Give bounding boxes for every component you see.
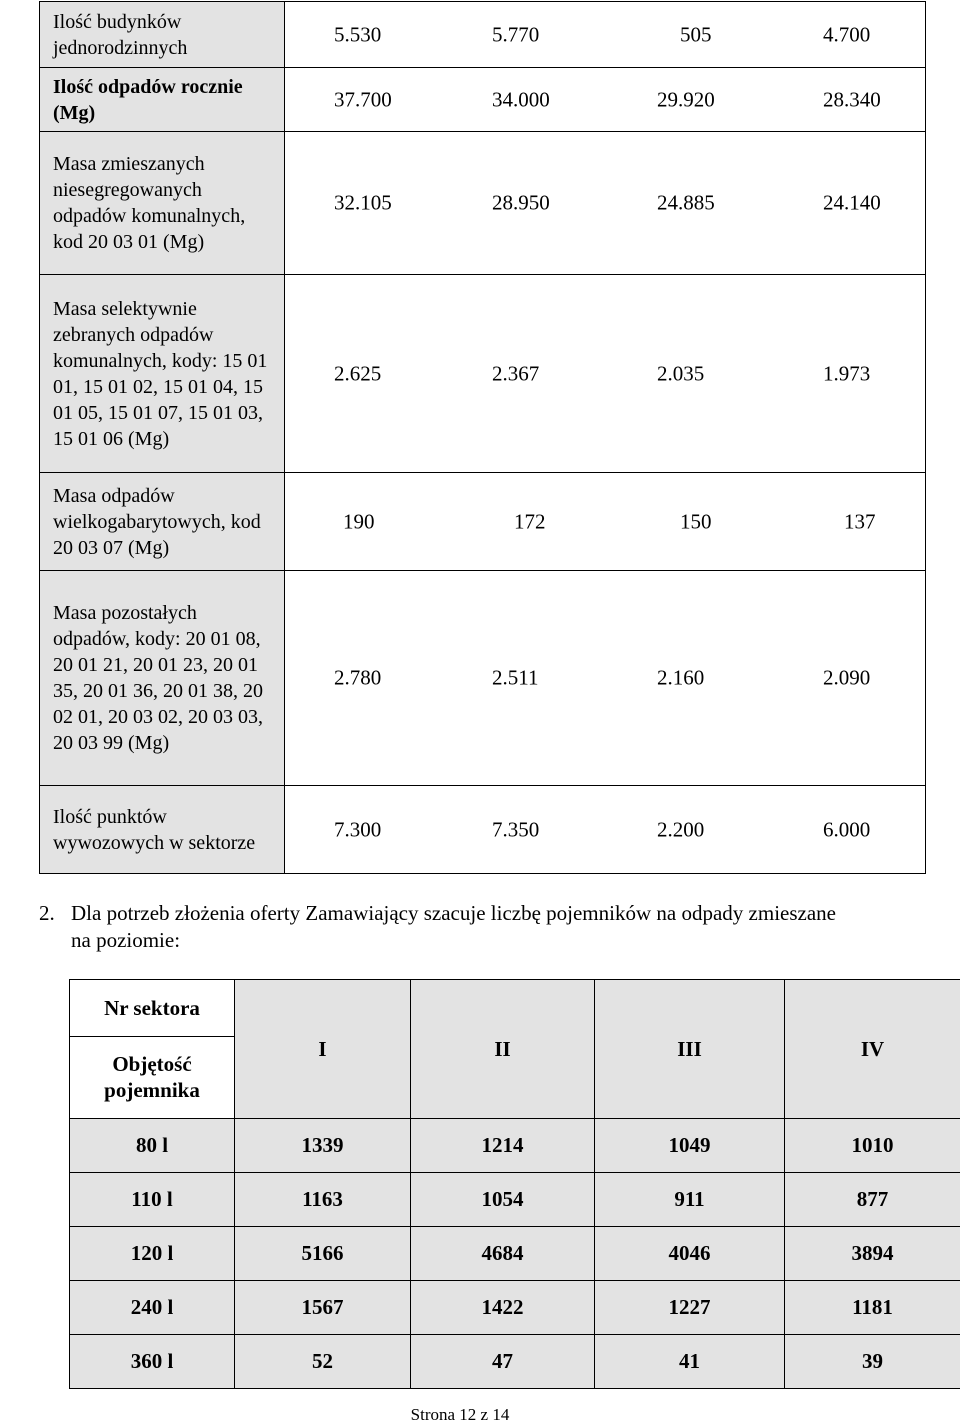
row-values (285, 786, 926, 874)
count-cell: 1227 (595, 1281, 785, 1335)
count-cell: 1049 (595, 1119, 785, 1173)
row-label: Masa odpadów wielkogabarytowych, kod 20 03 07 (Mg) (40, 473, 285, 571)
value-sector-1: 190 (343, 509, 375, 534)
volume-header-line-1: Objętość (112, 1052, 191, 1076)
count-cell: 1339 (235, 1119, 411, 1173)
count-cell: 1010 (785, 1119, 960, 1173)
page-number: Strona 12 z 14 (0, 1405, 920, 1425)
value-sector-4: 24.140 (823, 191, 881, 216)
sector-header: IV (785, 980, 960, 1119)
row-label: Ilość odpadów rocznie (Mg) (40, 68, 285, 132)
container-size: 360 l (70, 1335, 235, 1389)
value-sector-4: 1.973 (823, 361, 870, 386)
header-row (70, 980, 960, 1119)
sector-header: II (411, 980, 595, 1119)
value-sector-3: 2.200 (657, 817, 704, 842)
table-row (70, 1335, 960, 1389)
value-sector-1: 5.530 (334, 22, 381, 47)
row-values (285, 68, 926, 132)
sector-number-header: Nr sektora (70, 981, 234, 1037)
count-cell: 39 (785, 1335, 960, 1389)
container-size: 110 l (70, 1173, 235, 1227)
row-values (285, 2, 926, 68)
count-cell: 5166 (235, 1227, 411, 1281)
value-sector-4: 4.700 (823, 22, 870, 47)
sector-header: I (235, 980, 411, 1119)
container-size: 80 l (70, 1119, 235, 1173)
row-label: Masa selektywnie zebranych odpadów komunalnych, kody: 15 01 01, 15 01 02, 15 01 04, 15 01 05, 15 01 07, 15 01 03, 15 01 06 (Mg) (40, 275, 285, 473)
value-sector-3: 150 (680, 509, 712, 534)
value-sector-1: 37.700 (334, 87, 392, 112)
container-size: 120 l (70, 1227, 235, 1281)
value-sector-3: 505 (680, 22, 712, 47)
value-sector-2: 34.000 (492, 87, 550, 112)
value-sector-2: 7.350 (492, 817, 539, 842)
value-sector-3: 2.035 (657, 361, 704, 386)
value-sector-4: 137 (844, 509, 876, 534)
count-cell: 1163 (235, 1173, 411, 1227)
row-label: Ilość budynków jednorodzinnych (40, 2, 285, 68)
value-sector-3: 29.920 (657, 87, 715, 112)
row-values (285, 275, 926, 473)
value-sector-4: 6.000 (823, 817, 870, 842)
row-label: Masa zmieszanych niesegregowanych odpadów komunalnych, kod 20 03 01 (Mg) (40, 132, 285, 275)
paragraph-text-1: Dla potrzeb złożenia oferty Zamawiający szacuje liczbę pojemników na odpady zmieszane (71, 901, 836, 925)
count-cell: 1422 (411, 1281, 595, 1335)
count-cell: 1054 (411, 1173, 595, 1227)
value-sector-1: 32.105 (334, 191, 392, 216)
value-sector-4: 28.340 (823, 87, 881, 112)
count-cell: 3894 (785, 1227, 960, 1281)
count-cell: 41 (595, 1335, 785, 1389)
value-sector-1: 2.625 (334, 361, 381, 386)
table-row (40, 473, 926, 571)
value-sector-1: 7.300 (334, 817, 381, 842)
count-cell: 4684 (411, 1227, 595, 1281)
count-cell: 47 (411, 1335, 595, 1389)
value-sector-2: 5.770 (492, 22, 539, 47)
header-corner-cell (70, 980, 235, 1119)
volume-header-line-2: pojemnika (104, 1078, 200, 1102)
row-values (285, 132, 926, 275)
container-size: 240 l (70, 1281, 235, 1335)
row-label: Ilość punktów wywozowych w sektorze (40, 786, 285, 874)
value-sector-3: 24.885 (657, 191, 715, 216)
count-cell: 911 (595, 1173, 785, 1227)
table-row (70, 1281, 960, 1335)
value-sector-2: 2.367 (492, 361, 539, 386)
container-estimate-paragraph (39, 900, 929, 954)
table-row (70, 1119, 960, 1173)
value-sector-1: 2.780 (334, 666, 381, 691)
count-cell: 1214 (411, 1119, 595, 1173)
container-count-table (69, 979, 960, 1389)
paragraph-number: 2. (39, 900, 71, 927)
count-cell: 52 (235, 1335, 411, 1389)
table-row (40, 132, 926, 275)
table-row (40, 2, 926, 68)
value-sector-3: 2.160 (657, 666, 704, 691)
count-cell: 877 (785, 1173, 960, 1227)
count-cell: 1567 (235, 1281, 411, 1335)
sector-header: III (595, 980, 785, 1119)
table-row (40, 68, 926, 132)
container-volume-header (70, 1037, 234, 1117)
value-sector-2: 2.511 (492, 666, 538, 691)
paragraph-text-2: na poziomie: (39, 927, 929, 954)
paragraph-line-1 (39, 900, 929, 927)
value-sector-2: 172 (514, 509, 546, 534)
row-values (285, 571, 926, 786)
table-row (40, 786, 926, 874)
waste-statistics-table (39, 1, 926, 874)
table-row (70, 1173, 960, 1227)
value-sector-2: 28.950 (492, 191, 550, 216)
row-values (285, 473, 926, 571)
value-sector-4: 2.090 (823, 666, 870, 691)
count-cell: 4046 (595, 1227, 785, 1281)
count-cell: 1181 (785, 1281, 960, 1335)
table-row (40, 275, 926, 473)
table-row (70, 1227, 960, 1281)
table-row (40, 571, 926, 786)
row-label: Masa pozostałych odpadów, kody: 20 01 08, 20 01 21, 20 01 23, 20 01 35, 20 01 36, 20 01 38, 20 02 01, 20 03 02, 20 03 03, 20 03 99 (Mg) (40, 571, 285, 786)
